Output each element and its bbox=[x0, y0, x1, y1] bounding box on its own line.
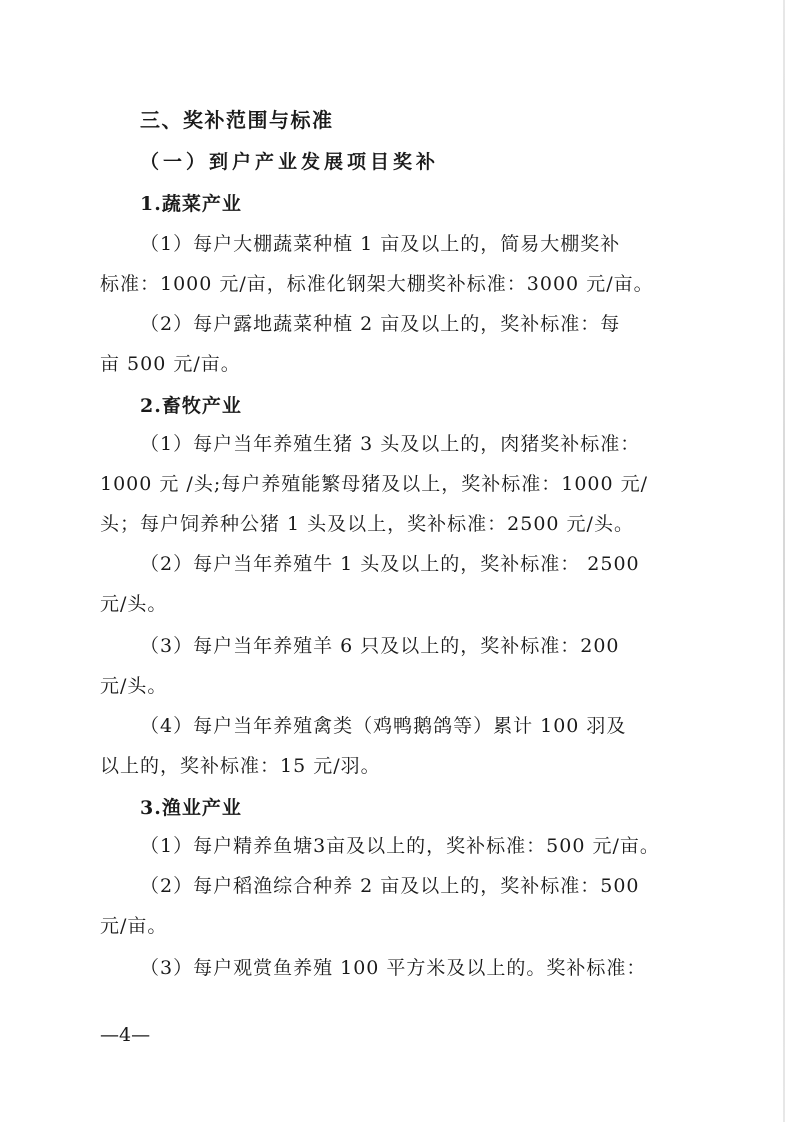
fishery-item1-line1: （1）每户精养鱼塘3亩及以上的，奖补标准：500 元/亩。 bbox=[140, 835, 660, 857]
livestock-item2-line1: （2）每户当年养殖牛 1 头及以上的，奖补标准： 2500 bbox=[140, 553, 640, 575]
livestock-heading: 2.畜牧产业 bbox=[140, 395, 242, 417]
livestock-item1-line3: 头；每户饲养种公猪 1 头及以上，奖补标准：2500 元/头。 bbox=[100, 513, 634, 535]
livestock-item1-line1: （1）每户当年养殖生猪 3 头及以上的，肉猪奖补标准： bbox=[140, 433, 641, 455]
vegetable-item1-line1: （1）每户大棚蔬菜种植 1 亩及以上的，简易大棚奖补 bbox=[140, 233, 621, 255]
page-number: —4— bbox=[100, 1024, 151, 1046]
vegetable-heading: 1.蔬菜产业 bbox=[140, 193, 242, 215]
livestock-item2-line2: 元/头。 bbox=[100, 593, 168, 615]
vegetable-item2-line2: 亩 500 元/亩。 bbox=[100, 353, 241, 375]
livestock-item3-line1: （3）每户当年养殖羊 6 只及以上的，奖补标准：200 bbox=[140, 635, 620, 657]
fishery-heading: 3.渔业产业 bbox=[140, 797, 242, 819]
livestock-item1-line2: 1000 元 /头;每户养殖能繁母猪及以上，奖补标准：1000 元/ bbox=[100, 473, 649, 495]
fishery-item3-line1: （3）每户观赏鱼养殖 100 平方米及以上的。奖补标准： bbox=[140, 957, 647, 979]
section-title: 三、奖补范围与标准 bbox=[140, 108, 334, 132]
livestock-item4-line1: （4）每户当年养殖禽类（鸡鸭鹅鸽等）累计 100 羽及 bbox=[140, 715, 627, 737]
livestock-item3-line2: 元/头。 bbox=[100, 675, 168, 697]
subsection-title: （一）到户产业发展项目奖补 bbox=[140, 151, 440, 173]
vegetable-item1-line2: 标准：1000 元/亩，标准化钢架大棚奖补标准：3000 元/亩。 bbox=[100, 273, 654, 295]
fishery-item2-line2: 元/亩。 bbox=[100, 915, 168, 937]
vegetable-item2-line1: （2）每户露地蔬菜种植 2 亩及以上的，奖补标准：每 bbox=[140, 313, 621, 335]
livestock-item4-line2: 以上的，奖补标准：15 元/羽。 bbox=[100, 755, 381, 777]
fishery-item2-line1: （2）每户稻渔综合种养 2 亩及以上的，奖补标准：500 bbox=[140, 875, 640, 897]
